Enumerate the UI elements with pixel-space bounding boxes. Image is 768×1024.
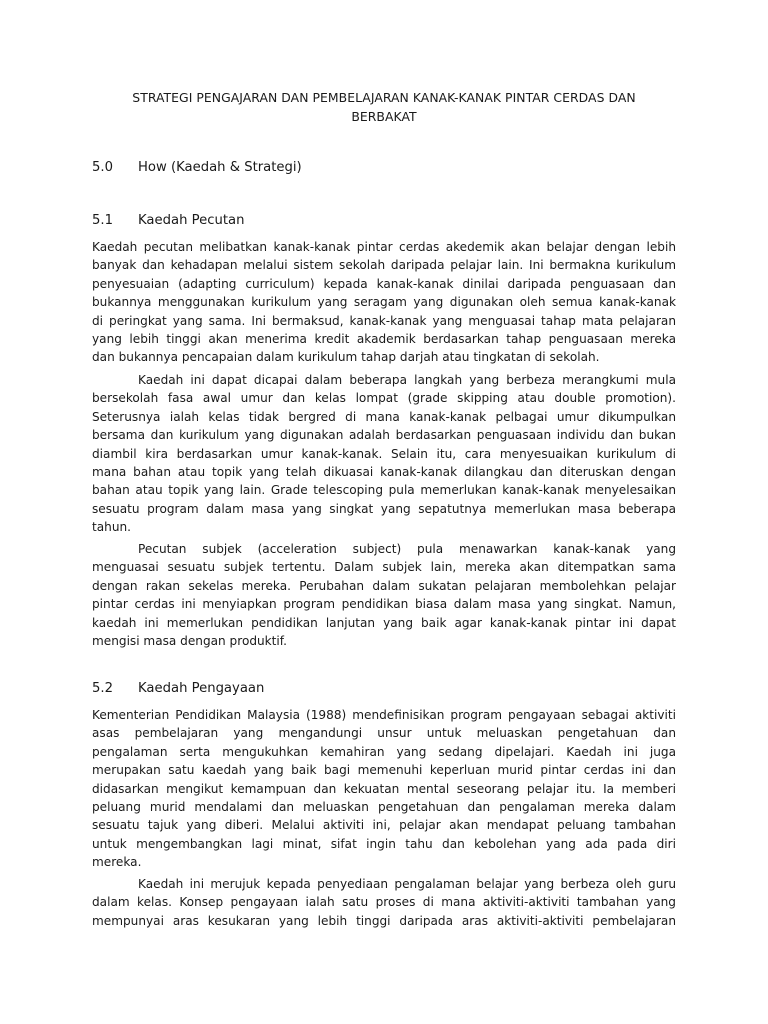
paragraph-5-2-a [92, 706, 676, 872]
paragraph-line: yang lebih tinggi akan menerima kredit akademik berdasarkan tahap penguasaan mereka [92, 331, 676, 346]
paragraph-line: pintar cerdas ini menyiapkan program pendidikan biasa dalam masa yang singkat. Namun, [92, 597, 676, 612]
paragraph-line: Kaedah ini dapat dicapai dalam beberapa langkah yang berbeza merangkumi mula [138, 373, 676, 387]
paragraph-line: Kementerian Pendidikan Malaysia (1988) mendefinisikan program pengayaan sebagai aktiviti [92, 708, 676, 722]
paragraph-line: bersekolah fasa awal umur dan kelas lompat (grade skipping atau double promotion). [92, 391, 676, 406]
paragraph-line: peluang murid mendalami dan meluaskan pengetahuan dan pengalaman mereka dalam [92, 799, 676, 814]
paragraph-line: bahan atau topik yang lain. Grade telescoping pula memerlukan kanak-kanak menyelesaikan [92, 483, 676, 498]
paragraph-line: sesuatu tajuk yang diberi. Melalui aktiviti ini, pelajar akan mendapat peluang tambahan [92, 818, 676, 833]
paragraph-5-1-b [92, 371, 676, 537]
paragraph-line: didasarkan mengikut kemampuan dan kekuatan mental seseorang pelajar itu. Ia memberi [92, 781, 676, 796]
paragraph-line: dengan rakan sekelas mereka. Perubahan dalam sukatan pelajaran membolehkan pelajar [92, 578, 676, 593]
paragraph-line: merupakan satu kaedah yang baik bagi memenuhi keperluan murid pintar cerdas ini dan [92, 763, 676, 778]
paragraph-line: banyak dan kehadapan melalui sistem sekolah daripada pelajar lain. Ini bermakna kurikulum [92, 258, 676, 273]
section-title: How (Kaedah & Strategi) [138, 160, 302, 175]
paragraph-line: mengisi masa dengan produktif. [92, 633, 288, 648]
document-title-line: STRATEGI PENGAJARAN DAN PEMBELAJARAN KANAK-KANAK PINTAR CERDAS DAN [132, 90, 636, 105]
section-title: Kaedah Pengayaan [138, 681, 265, 696]
paragraph-line: dan bukannya pencapaian dalam kurikulum tahap darjah atau tingkatan di sekolah. [92, 350, 600, 365]
document-title-line: BERBAKAT [351, 109, 417, 124]
paragraph-line: mempunyai aras kesukaran yang lebih tinggi daripada aras aktiviti-aktiviti pembelajaran [92, 913, 676, 928]
paragraph-5-2-b [92, 875, 676, 930]
section-heading-5-1 [92, 212, 244, 230]
section-heading-5-2 [92, 680, 264, 698]
paragraph-line: Pecutan subjek (acceleration subject) pula menawarkan kanak-kanak yang [138, 542, 676, 556]
paragraph-line: kaedah ini memerlukan pendidikan lanjutan yang baik agar kanak-kanak pintar ini dapat [92, 615, 676, 630]
paragraph-line: tahun. [92, 520, 131, 535]
paragraph-line: pengalaman serta mengukuhkan kemahiran yang sedang dipelajari. Kaedah ini juga [92, 744, 676, 759]
section-heading-5-0 [92, 159, 302, 177]
paragraph-line: penyesuaian (adapting curriculum) kepada kanak-kanak dinilai daripada penguasaan dan [92, 276, 676, 291]
paragraph-5-1-a [92, 238, 676, 367]
paragraph-line: mereka. [92, 855, 142, 870]
paragraph-line: di peringkat yang sama. Ini bermaksud, kanak-kanak yang menguasai tahap mata pelajaran [92, 313, 676, 328]
paragraph-line: asas pembelajaran yang mengandungi unsur untuk meluaskan pengetahuan dan [92, 726, 676, 741]
paragraph-line: Kaedah pecutan melibatkan kanak-kanak pintar cerdas akedemik akan belajar dengan lebih [92, 240, 676, 254]
paragraph-line: bukannya menggunakan kurikulum yang seragam yang digunakan oleh semua kanak-kanak [92, 295, 676, 310]
section-number: 5.0 [92, 160, 113, 175]
paragraph-line: Seterusnya ialah kelas tidak bergred di mana kanak-kanak pelbagai umur dikumpulkan [92, 409, 676, 424]
paragraph-line: dalam kelas. Konsep pengayaan ialah satu proses di mana aktiviti-aktiviti tambahan yang [92, 895, 676, 910]
paragraph-line: diambil kira berdasarkan umur kanak-kanak. Selain itu, cara menyesuaikan kurikulum di [92, 446, 676, 461]
section-number: 5.1 [92, 213, 113, 228]
paragraph-line: bersama dan kurikulum yang digunakan adalah berdasarkan penguasaan individu dan bukan [92, 428, 676, 443]
paragraph-line: menguasai sesuatu subjek tertentu. Dalam subjek lain, mereka akan ditempatkan sama [92, 560, 676, 575]
document-title [92, 88, 676, 126]
paragraph-line: untuk mengembangkan lagi minat, sifat ingin tahu dan kebolehan yang ada pada diri [92, 836, 676, 851]
paragraph-line: mana bahan atau topik yang telah dikuasai kanak-kanak dilangkau dan diteruskan dengan [92, 464, 676, 479]
paragraph-line: sesuatu program dalam masa yang singkat yang sepatutnya memerlukan masa beberapa [92, 501, 676, 516]
paragraph-5-1-c [92, 540, 676, 650]
section-number: 5.2 [92, 681, 113, 696]
paragraph-line: Kaedah ini merujuk kepada penyediaan pengalaman belajar yang berbeza oleh guru [138, 877, 676, 891]
section-title: Kaedah Pecutan [138, 213, 245, 228]
